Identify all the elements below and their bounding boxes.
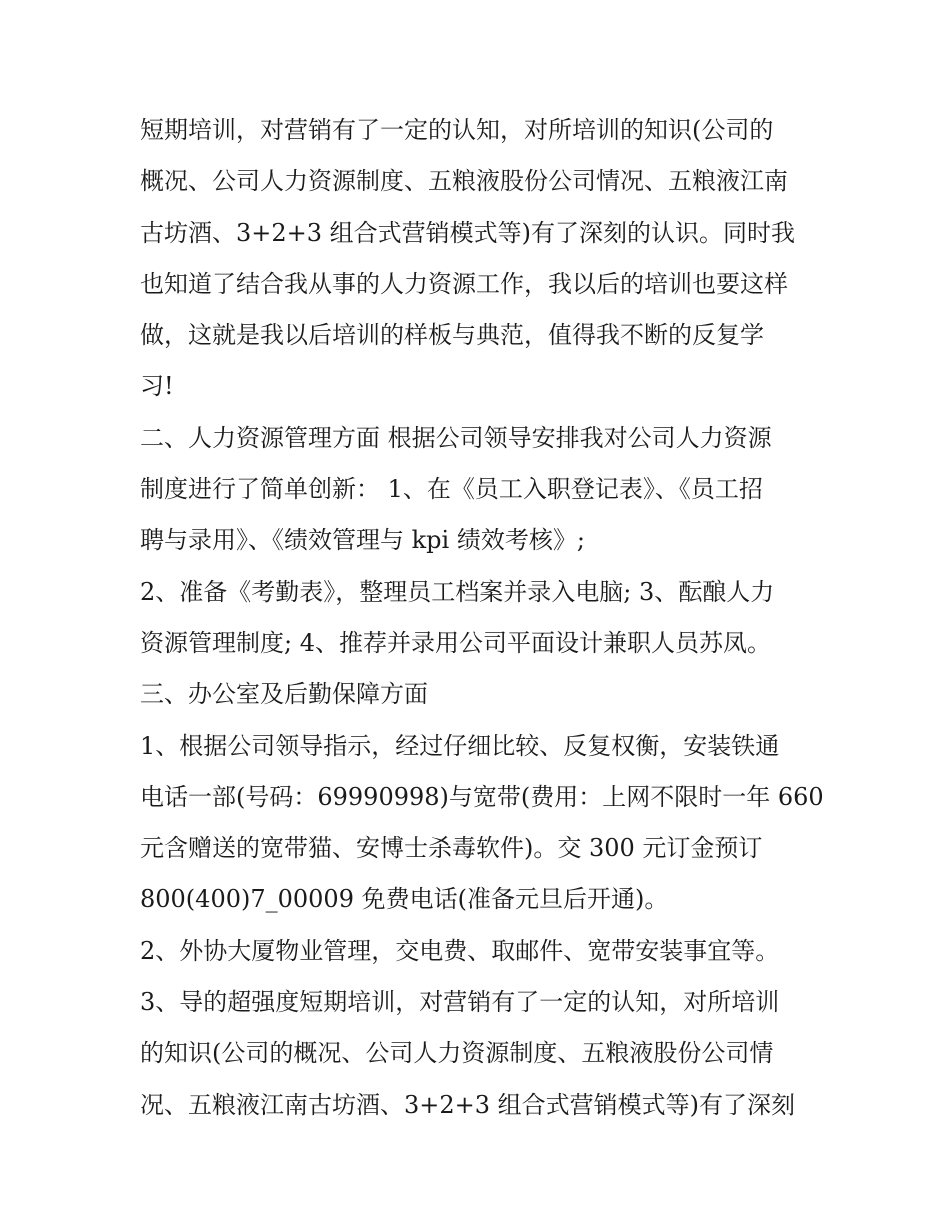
text-line: 资源管理制度; 4、推荐并录用公司平面设计兼职人员苏凤。 [140, 628, 771, 657]
text-line: 的知识(公司的概况、公司人力资源制度、五粮液股份公司情 [140, 1039, 774, 1068]
text-line: 2、外协大厦物业管理，交电费、取邮件、宽带安装事宜等。 [140, 936, 780, 965]
text-line: 元含赠送的宽带猫、安博士杀毒软件)。交 300 元订金预订 [140, 834, 763, 863]
section-heading-office: 三、办公室及后勤保障方面 [140, 680, 428, 709]
text-line: 也知道了结合我从事的人力资源工作，我以后的培训也要这样 [140, 269, 788, 298]
text-line: 聘与录用》、《绩效管理与 kpi 绩效考核》; [140, 526, 585, 555]
text-line: 况、五粮液江南古坊酒、3+2+3 组合式营销模式等)有了深刻 [140, 1090, 796, 1119]
text-line: 习! [140, 372, 174, 401]
text-line: 制度进行了简单创新： 1、在《员工入职登记表》、《员工招 [140, 475, 763, 504]
text-line: 古坊酒、3+2+3 组合式营销模式等)有了深刻的认识。同时我 [140, 218, 796, 247]
text-line: 1、根据公司领导指示，经过仔细比较、反复权衡，安装铁通 [140, 731, 780, 760]
text-line: 800(400)7_00009 免费电话(准备元旦后开通)。 [140, 885, 669, 914]
text-line: 做，这就是我以后培训的样板与典范，值得我不断的反复学 [140, 321, 764, 350]
text-line: 电话一部(号码：69990998)与宽带(费用：上网不限时一年 660 [140, 782, 824, 811]
section-heading-hr: 二、人力资源管理方面 根据公司领导安排我对公司人力资源 [140, 423, 772, 452]
text-line: 3、导的超强度短期培训，对营销有了一定的认知，对所培训 [140, 988, 780, 1017]
text-line: 概况、公司人力资源制度、五粮液股份公司情况、五粮液江南 [140, 167, 788, 196]
document-body [140, 105, 824, 1131]
text-line: 2、准备《考勤表》，整理员工档案并录入电脑; 3、酝酿人力 [140, 577, 775, 606]
text-line: 短期培训，对营销有了一定的认知，对所培训的知识(公司的 [140, 116, 774, 144]
